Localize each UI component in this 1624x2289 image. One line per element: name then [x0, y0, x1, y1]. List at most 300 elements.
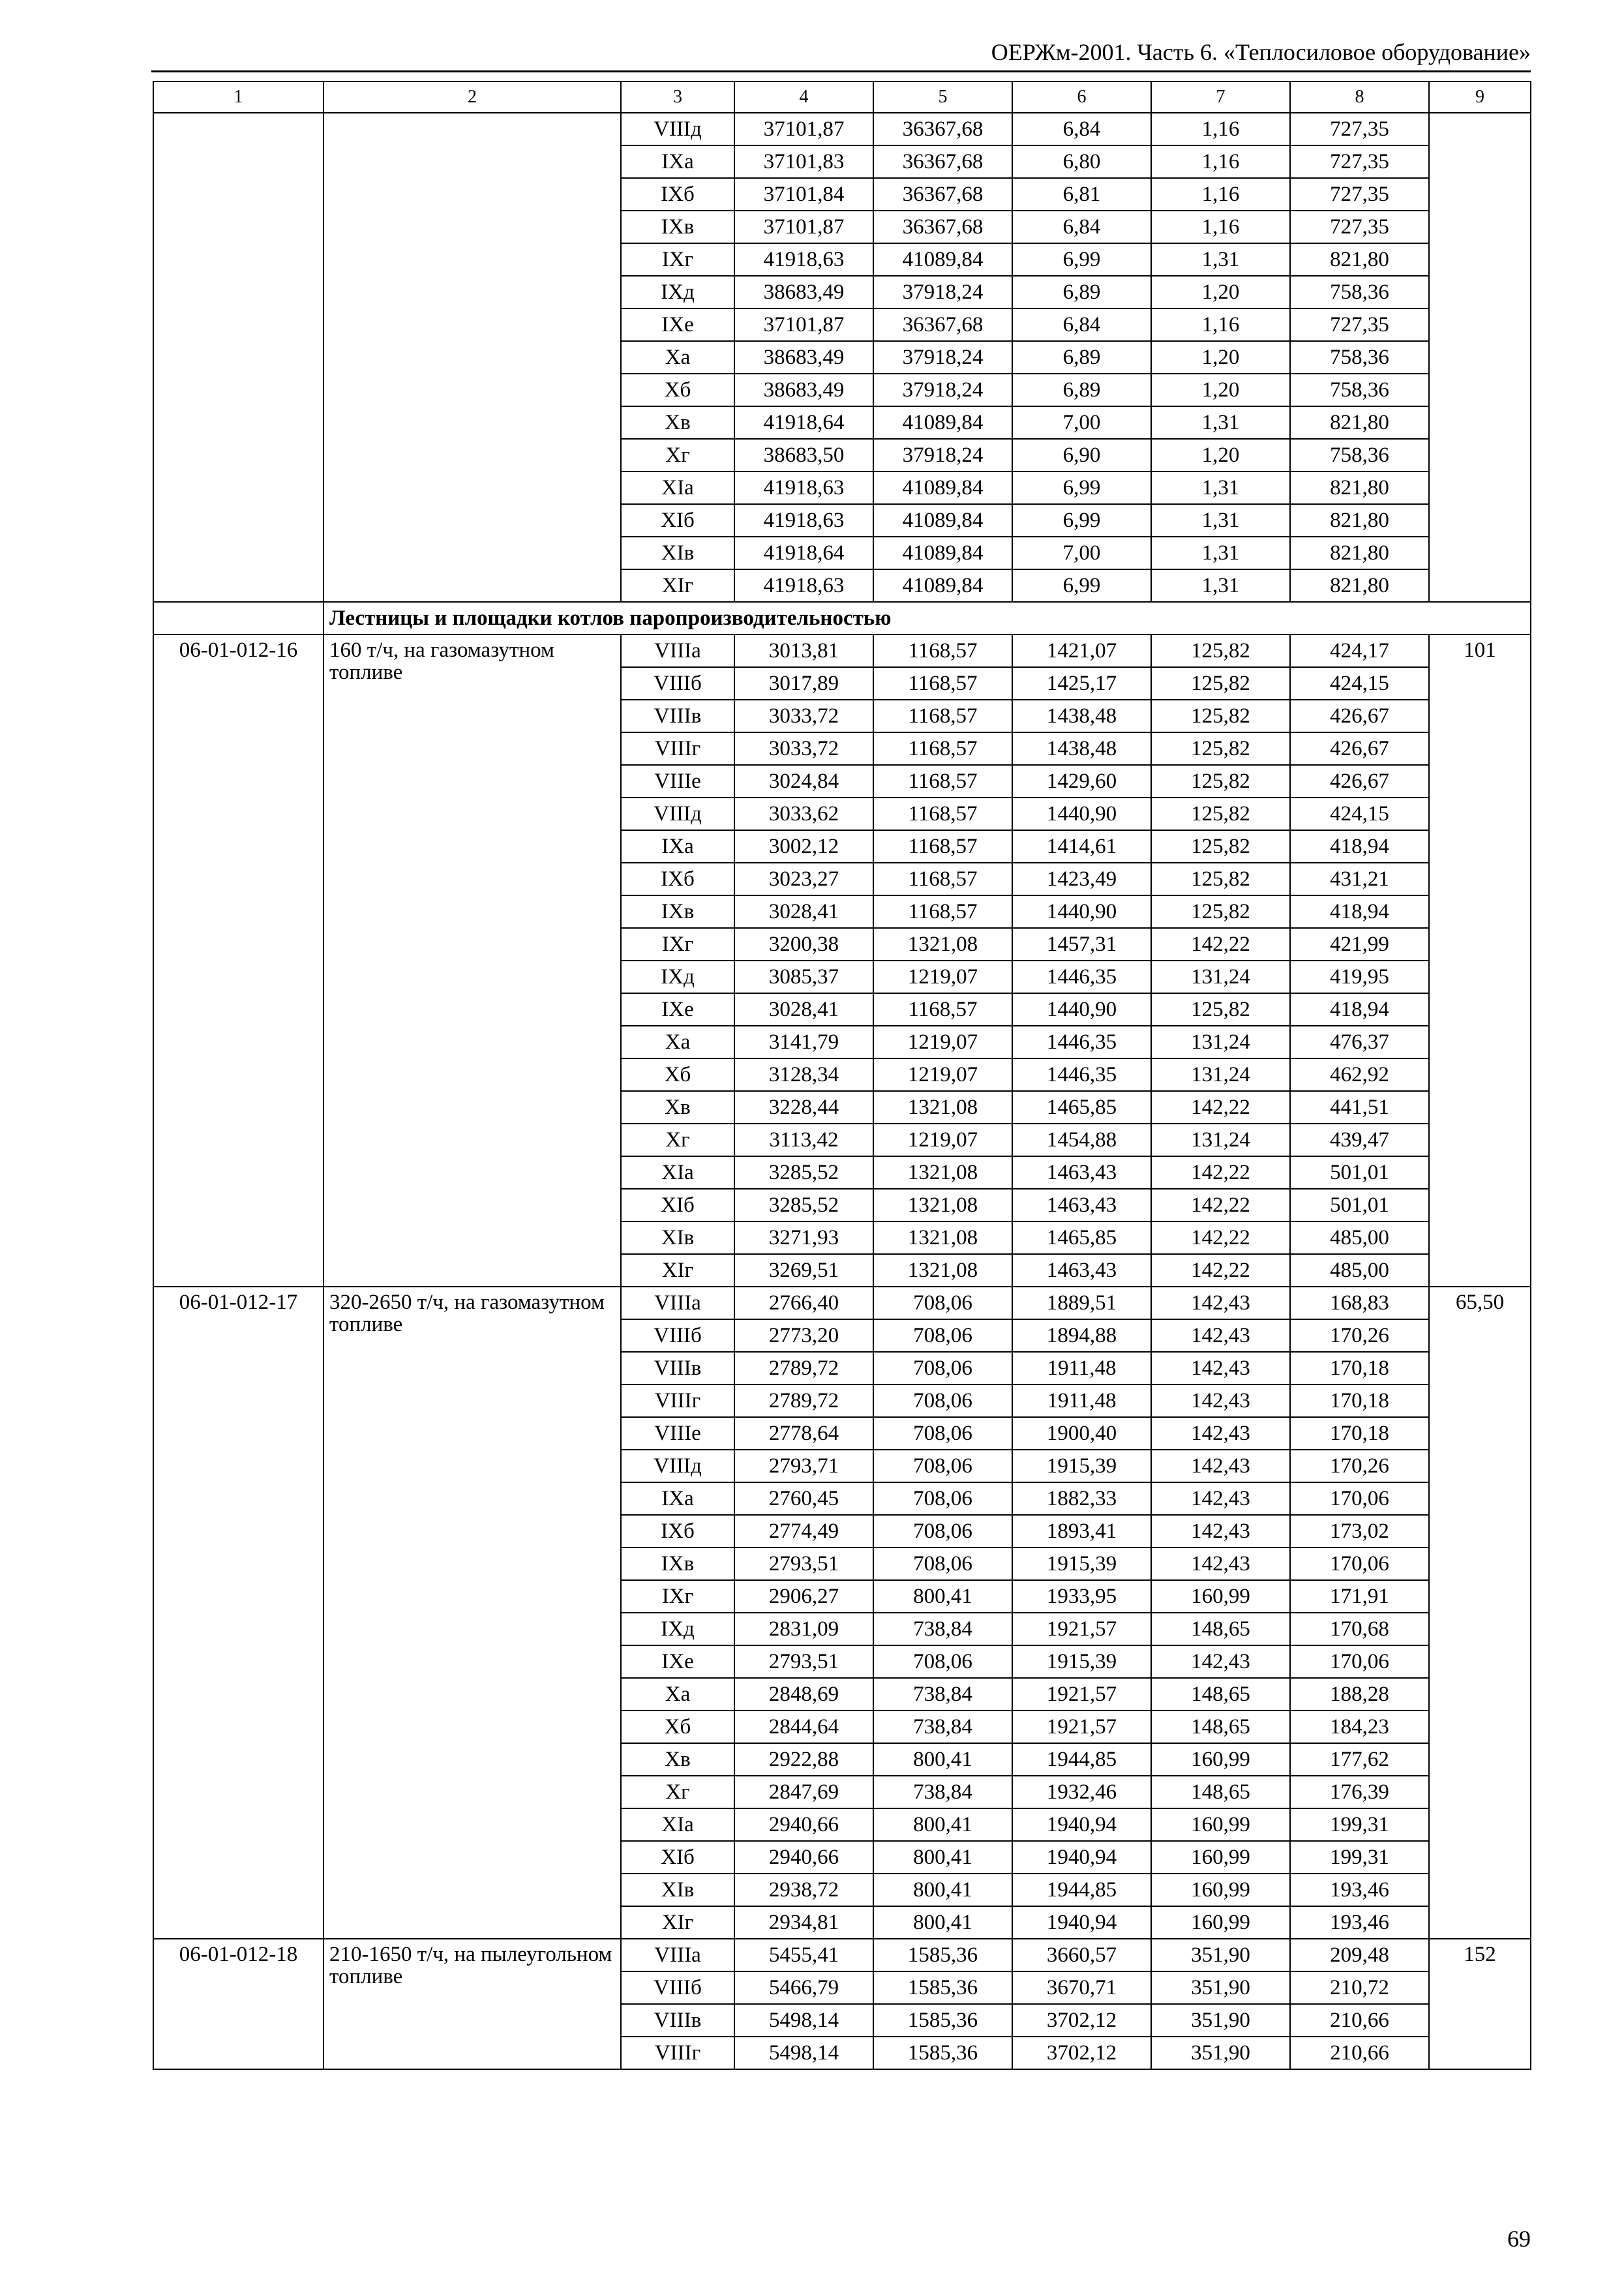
value-cell: 125,82: [1151, 700, 1290, 732]
value-cell: 727,35: [1290, 145, 1429, 178]
value-cell: 1,31: [1151, 471, 1290, 504]
value-cell: 1321,08: [873, 928, 1012, 961]
zone-cell: XIа: [621, 1156, 734, 1189]
value-cell: 210,72: [1290, 1971, 1429, 2004]
value-cell: 142,22: [1151, 928, 1290, 961]
value-cell: 125,82: [1151, 993, 1290, 1026]
value-cell: 142,22: [1151, 1221, 1290, 1254]
zone-cell: XIб: [621, 1189, 734, 1221]
value-cell: 142,43: [1151, 1482, 1290, 1515]
zone-cell: IXе: [621, 1645, 734, 1678]
value-cell: 41089,84: [873, 537, 1012, 569]
value-cell: 1414,61: [1012, 830, 1151, 863]
value-cell: 1944,85: [1012, 1874, 1151, 1906]
value-cell: 37918,24: [873, 439, 1012, 471]
value-cell: 38683,49: [734, 276, 873, 308]
row-name: 210-1650 т/ч, на пылеугольном топливе: [323, 1939, 621, 2069]
value-cell: 821,80: [1290, 537, 1429, 569]
value-cell: 1321,08: [873, 1254, 1012, 1287]
value-cell: 125,82: [1151, 830, 1290, 863]
zone-cell: IXв: [621, 1548, 734, 1580]
value-cell: 7,00: [1012, 406, 1151, 439]
zone-cell: VIIIб: [621, 1319, 734, 1352]
value-cell: 193,46: [1290, 1874, 1429, 1906]
zone-cell: VIIIб: [621, 1971, 734, 2004]
value-cell: 1,31: [1151, 406, 1290, 439]
zone-cell: VIIIд: [621, 1450, 734, 1482]
value-cell: 125,82: [1151, 635, 1290, 667]
value-cell: 41089,84: [873, 504, 1012, 537]
value-cell: 419,95: [1290, 961, 1429, 993]
zone-cell: XIб: [621, 1841, 734, 1874]
value-cell: 758,36: [1290, 374, 1429, 406]
value-cell: 708,06: [873, 1384, 1012, 1417]
value-cell: 485,00: [1290, 1254, 1429, 1287]
value-cell: 125,82: [1151, 765, 1290, 798]
value-cell: 170,26: [1290, 1450, 1429, 1482]
value-cell: 708,06: [873, 1515, 1012, 1548]
zone-cell: XIг: [621, 569, 734, 602]
section-title: Лестницы и площадки котлов паропроизводительностью: [323, 602, 1531, 635]
value-cell: 708,06: [873, 1352, 1012, 1384]
value-cell: 3285,52: [734, 1189, 873, 1221]
value-cell: 1423,49: [1012, 863, 1151, 895]
value-cell: 3033,72: [734, 732, 873, 765]
value-cell: 1168,57: [873, 798, 1012, 830]
zone-cell: Xб: [621, 1058, 734, 1091]
value-cell: 821,80: [1290, 471, 1429, 504]
value-cell: 160,99: [1151, 1743, 1290, 1776]
value-cell: 3023,27: [734, 863, 873, 895]
value-cell: 1321,08: [873, 1221, 1012, 1254]
value-cell: 1457,31: [1012, 928, 1151, 961]
section-row: [153, 602, 1531, 635]
value-cell: 1,31: [1151, 243, 1290, 276]
zone-cell: IXб: [621, 863, 734, 895]
value-cell: 351,90: [1151, 1971, 1290, 2004]
value-cell: 1921,57: [1012, 1678, 1151, 1711]
zone-cell: IXб: [621, 1515, 734, 1548]
value-cell: 148,65: [1151, 1711, 1290, 1743]
value-cell: 125,82: [1151, 863, 1290, 895]
value-cell: 1,20: [1151, 439, 1290, 471]
value-cell: 351,90: [1151, 2004, 1290, 2037]
value-cell: 148,65: [1151, 1678, 1290, 1711]
value-cell: 2760,45: [734, 1482, 873, 1515]
value-cell: 462,92: [1290, 1058, 1429, 1091]
value-cell: 3017,89: [734, 667, 873, 700]
value-cell: 1940,94: [1012, 1841, 1151, 1874]
value-cell: 2940,66: [734, 1808, 873, 1841]
value-cell: 125,82: [1151, 667, 1290, 700]
value-cell: 1321,08: [873, 1156, 1012, 1189]
value-cell: 1940,94: [1012, 1906, 1151, 1939]
value-cell: 1168,57: [873, 700, 1012, 732]
value-cell: 170,18: [1290, 1384, 1429, 1417]
value-cell: 501,01: [1290, 1156, 1429, 1189]
value-cell: 1889,51: [1012, 1287, 1151, 1319]
table-row: [153, 1287, 1531, 1319]
value-cell: 1440,90: [1012, 895, 1151, 928]
zone-cell: VIIIд: [621, 113, 734, 145]
value-cell: 6,99: [1012, 504, 1151, 537]
value-cell: 41918,63: [734, 569, 873, 602]
value-cell: 142,43: [1151, 1515, 1290, 1548]
zone-cell: IXв: [621, 211, 734, 243]
zone-cell: XIг: [621, 1254, 734, 1287]
value-cell: 3113,42: [734, 1124, 873, 1156]
page-number: 69: [1507, 2226, 1531, 2252]
value-cell: 184,23: [1290, 1711, 1429, 1743]
value-cell: 476,37: [1290, 1026, 1429, 1058]
table-row: [153, 1939, 1531, 1971]
column-header: 4: [734, 82, 873, 113]
zone-cell: VIIIа: [621, 1939, 734, 1971]
value-cell: 738,84: [873, 1776, 1012, 1808]
norms-table: [153, 81, 1531, 2070]
value-cell: 3033,62: [734, 798, 873, 830]
value-cell: 2778,64: [734, 1417, 873, 1450]
value-cell: 1446,35: [1012, 1026, 1151, 1058]
value-cell: 1421,07: [1012, 635, 1151, 667]
value-cell: 6,84: [1012, 113, 1151, 145]
value-cell: 727,35: [1290, 113, 1429, 145]
value-cell: 5498,14: [734, 2004, 873, 2037]
value-cell: 6,90: [1012, 439, 1151, 471]
value-cell: 424,17: [1290, 635, 1429, 667]
value-cell: 3013,81: [734, 635, 873, 667]
zone-cell: Xб: [621, 1711, 734, 1743]
row-code: 06-01-012-18: [153, 1939, 323, 2069]
value-cell: 1465,85: [1012, 1221, 1151, 1254]
value-cell: 41089,84: [873, 569, 1012, 602]
value-cell: 800,41: [873, 1580, 1012, 1613]
value-cell: 142,43: [1151, 1319, 1290, 1352]
value-cell: 418,94: [1290, 830, 1429, 863]
value-cell: 37101,87: [734, 113, 873, 145]
value-cell: 210,66: [1290, 2004, 1429, 2037]
value-cell: 1,16: [1151, 211, 1290, 243]
zone-cell: Xв: [621, 406, 734, 439]
value-cell: 1,16: [1151, 178, 1290, 211]
zone-cell: IXг: [621, 928, 734, 961]
zone-cell: IXб: [621, 178, 734, 211]
value-cell: 170,68: [1290, 1613, 1429, 1645]
value-cell: 821,80: [1290, 569, 1429, 602]
value-cell: 1321,08: [873, 1091, 1012, 1124]
value-cell: 1900,40: [1012, 1417, 1151, 1450]
value-cell: 160,99: [1151, 1874, 1290, 1906]
value-cell: 485,00: [1290, 1221, 1429, 1254]
value-cell: 168,83: [1290, 1287, 1429, 1319]
value-cell: 3269,51: [734, 1254, 873, 1287]
value-cell: 1,31: [1151, 537, 1290, 569]
zone-cell: Xг: [621, 1776, 734, 1808]
zone-cell: VIIIг: [621, 1384, 734, 1417]
value-cell: 177,62: [1290, 1743, 1429, 1776]
value-cell: 1944,85: [1012, 1743, 1151, 1776]
column-header: 2: [323, 82, 621, 113]
value-cell: 6,99: [1012, 569, 1151, 602]
value-cell: 1446,35: [1012, 1058, 1151, 1091]
value-cell: 41089,84: [873, 406, 1012, 439]
value-cell: 1921,57: [1012, 1711, 1151, 1743]
value-cell: 37101,83: [734, 145, 873, 178]
value-cell: 1,31: [1151, 569, 1290, 602]
value-cell: 1932,46: [1012, 1776, 1151, 1808]
value-cell: 6,84: [1012, 308, 1151, 341]
value-cell: 6,84: [1012, 211, 1151, 243]
value-cell: 821,80: [1290, 504, 1429, 537]
value-cell: 1168,57: [873, 732, 1012, 765]
row-name: [323, 113, 621, 602]
row-code: [153, 113, 323, 602]
zone-cell: Xг: [621, 1124, 734, 1156]
table-body: [153, 113, 1531, 2069]
value-cell: 2774,49: [734, 1515, 873, 1548]
value-cell: 160,99: [1151, 1906, 1290, 1939]
value-cell: 142,22: [1151, 1156, 1290, 1189]
value-cell: 1438,48: [1012, 700, 1151, 732]
value-cell: 2940,66: [734, 1841, 873, 1874]
zone-cell: Xв: [621, 1743, 734, 1776]
value-cell: 36367,68: [873, 113, 1012, 145]
value-cell: 142,43: [1151, 1352, 1290, 1384]
value-cell: 2793,51: [734, 1548, 873, 1580]
value-cell: 2934,81: [734, 1906, 873, 1939]
value-cell: 3285,52: [734, 1156, 873, 1189]
value-cell: 6,89: [1012, 374, 1151, 406]
value-cell: 1168,57: [873, 635, 1012, 667]
value-cell: 6,80: [1012, 145, 1151, 178]
value-cell: 708,06: [873, 1548, 1012, 1580]
value-cell: 800,41: [873, 1841, 1012, 1874]
value-cell: 426,67: [1290, 700, 1429, 732]
value-cell: 173,02: [1290, 1515, 1429, 1548]
section-spacer: [153, 602, 323, 635]
value-cell: 2789,72: [734, 1352, 873, 1384]
value-cell: 1,31: [1151, 504, 1290, 537]
value-cell: 1585,36: [873, 2037, 1012, 2069]
value-cell: 2793,51: [734, 1645, 873, 1678]
value-cell: 1446,35: [1012, 961, 1151, 993]
value-cell: 142,43: [1151, 1417, 1290, 1450]
value-cell: 758,36: [1290, 276, 1429, 308]
value-cell: 1168,57: [873, 895, 1012, 928]
value-cell: 3200,38: [734, 928, 873, 961]
value-cell: 1168,57: [873, 863, 1012, 895]
value-cell: 3002,12: [734, 830, 873, 863]
value-cell: 170,06: [1290, 1645, 1429, 1678]
zone-cell: IXе: [621, 993, 734, 1026]
value-cell: 125,82: [1151, 732, 1290, 765]
zone-cell: Xа: [621, 341, 734, 374]
value-cell: 1894,88: [1012, 1319, 1151, 1352]
value-cell: 1219,07: [873, 1058, 1012, 1091]
value-cell: 1911,48: [1012, 1352, 1151, 1384]
column-header: 9: [1429, 82, 1531, 113]
value-cell: 2906,27: [734, 1580, 873, 1613]
value-cell: 501,01: [1290, 1189, 1429, 1221]
value-cell: 431,21: [1290, 863, 1429, 895]
value-cell: 41918,64: [734, 537, 873, 569]
value-cell: 1463,43: [1012, 1156, 1151, 1189]
value-cell: 131,24: [1151, 1058, 1290, 1091]
value-cell: 1,20: [1151, 341, 1290, 374]
value-cell: 170,26: [1290, 1319, 1429, 1352]
value-cell: 41918,63: [734, 243, 873, 276]
header-rule: [151, 70, 1531, 72]
value-cell: 160,99: [1151, 1808, 1290, 1841]
value-cell: 424,15: [1290, 798, 1429, 830]
value-cell: 37918,24: [873, 276, 1012, 308]
zone-cell: IXе: [621, 308, 734, 341]
zone-cell: Xб: [621, 374, 734, 406]
value-cell: 2844,64: [734, 1711, 873, 1743]
value-cell: 1585,36: [873, 2004, 1012, 2037]
column-header: 3: [621, 82, 734, 113]
value-cell: 2766,40: [734, 1287, 873, 1319]
zone-cell: XIв: [621, 1221, 734, 1254]
value-cell: 351,90: [1151, 2037, 1290, 2069]
zone-cell: VIIIе: [621, 765, 734, 798]
value-cell: 3670,71: [1012, 1971, 1151, 2004]
value-cell: 176,39: [1290, 1776, 1429, 1808]
running-header: ОЕРЖм-2001. Часть 6. «Теплосиловое оборудование»: [991, 39, 1531, 65]
value-cell: 41089,84: [873, 243, 1012, 276]
value-cell: 131,24: [1151, 1124, 1290, 1156]
zone-cell: IXд: [621, 1613, 734, 1645]
value-cell: 421,99: [1290, 928, 1429, 961]
zone-cell: VIIIв: [621, 1352, 734, 1384]
value-cell: 199,31: [1290, 1841, 1429, 1874]
zone-cell: VIIIд: [621, 798, 734, 830]
value-cell: 738,84: [873, 1711, 1012, 1743]
value-cell: 36367,68: [873, 178, 1012, 211]
value-cell: 3271,93: [734, 1221, 873, 1254]
value-cell: 2773,20: [734, 1319, 873, 1352]
value-cell: 142,43: [1151, 1645, 1290, 1678]
value-cell: 37918,24: [873, 374, 1012, 406]
value-cell: 800,41: [873, 1743, 1012, 1776]
value-cell: 2831,09: [734, 1613, 873, 1645]
value-cell: 1168,57: [873, 993, 1012, 1026]
value-cell: 1882,33: [1012, 1482, 1151, 1515]
zone-cell: IXа: [621, 145, 734, 178]
value-cell: 142,43: [1151, 1450, 1290, 1482]
value-cell: 1463,43: [1012, 1189, 1151, 1221]
value-cell: 6,99: [1012, 471, 1151, 504]
value-cell: 708,06: [873, 1287, 1012, 1319]
value-cell: 1463,43: [1012, 1254, 1151, 1287]
value-cell: 209,48: [1290, 1939, 1429, 1971]
zone-cell: Xг: [621, 439, 734, 471]
column-header: 8: [1290, 82, 1429, 113]
value-cell: 1440,90: [1012, 993, 1151, 1026]
value-cell: 727,35: [1290, 308, 1429, 341]
zone-cell: XIа: [621, 1808, 734, 1841]
value-cell: 1168,57: [873, 667, 1012, 700]
value-cell: 3033,72: [734, 700, 873, 732]
value-cell: 6,81: [1012, 178, 1151, 211]
value-cell: 738,84: [873, 1678, 1012, 1711]
value-cell: 800,41: [873, 1906, 1012, 1939]
value-cell: 1429,60: [1012, 765, 1151, 798]
value-cell: 3024,84: [734, 765, 873, 798]
value-cell: 188,28: [1290, 1678, 1429, 1711]
row-name: 160 т/ч, на газомазутном топливе: [323, 635, 621, 1287]
value-cell: 148,65: [1151, 1613, 1290, 1645]
value-cell: 1438,48: [1012, 732, 1151, 765]
value-cell: 37101,87: [734, 211, 873, 243]
value-cell: 1465,85: [1012, 1091, 1151, 1124]
value-cell: 5455,41: [734, 1939, 873, 1971]
value-cell: 2789,72: [734, 1384, 873, 1417]
zone-cell: XIа: [621, 471, 734, 504]
value-cell: 2793,71: [734, 1450, 873, 1482]
column-header: 5: [873, 82, 1012, 113]
value-cell: 1425,17: [1012, 667, 1151, 700]
value-cell: 142,43: [1151, 1287, 1290, 1319]
value-cell: 142,22: [1151, 1091, 1290, 1124]
zone-cell: IXв: [621, 895, 734, 928]
zone-cell: IXг: [621, 243, 734, 276]
row-code: 06-01-012-17: [153, 1287, 323, 1939]
value-cell: 170,18: [1290, 1417, 1429, 1450]
value-cell: 821,80: [1290, 406, 1429, 439]
value-cell: 1940,94: [1012, 1808, 1151, 1841]
column-number-row: [153, 82, 1531, 113]
value-cell: 41918,63: [734, 471, 873, 504]
row-extra-value: 152: [1429, 1939, 1531, 2069]
value-cell: 1219,07: [873, 1124, 1012, 1156]
value-cell: 5466,79: [734, 1971, 873, 2004]
value-cell: 6,99: [1012, 243, 1151, 276]
value-cell: 3085,37: [734, 961, 873, 993]
value-cell: 1440,90: [1012, 798, 1151, 830]
value-cell: 1321,08: [873, 1189, 1012, 1221]
value-cell: 3141,79: [734, 1026, 873, 1058]
column-header: 7: [1151, 82, 1290, 113]
value-cell: 441,51: [1290, 1091, 1429, 1124]
value-cell: 7,00: [1012, 537, 1151, 569]
value-cell: 1168,57: [873, 765, 1012, 798]
zone-cell: VIIIг: [621, 2037, 734, 2069]
value-cell: 36367,68: [873, 308, 1012, 341]
value-cell: 38683,49: [734, 374, 873, 406]
value-cell: 37101,84: [734, 178, 873, 211]
value-cell: 1911,48: [1012, 1384, 1151, 1417]
value-cell: 426,67: [1290, 732, 1429, 765]
value-cell: 738,84: [873, 1613, 1012, 1645]
zone-cell: IXд: [621, 961, 734, 993]
zone-cell: VIIIг: [621, 732, 734, 765]
value-cell: 1,20: [1151, 276, 1290, 308]
zone-cell: VIIIа: [621, 1287, 734, 1319]
zone-cell: VIIIа: [621, 635, 734, 667]
value-cell: 1,20: [1151, 374, 1290, 406]
value-cell: 418,94: [1290, 895, 1429, 928]
value-cell: 41918,64: [734, 406, 873, 439]
zone-cell: VIIIб: [621, 667, 734, 700]
value-cell: 160,99: [1151, 1580, 1290, 1613]
value-cell: 708,06: [873, 1645, 1012, 1678]
value-cell: 708,06: [873, 1319, 1012, 1352]
row-extra-value: [1429, 113, 1531, 602]
value-cell: 1921,57: [1012, 1613, 1151, 1645]
value-cell: 1585,36: [873, 1939, 1012, 1971]
zone-cell: VIIIв: [621, 2004, 734, 2037]
